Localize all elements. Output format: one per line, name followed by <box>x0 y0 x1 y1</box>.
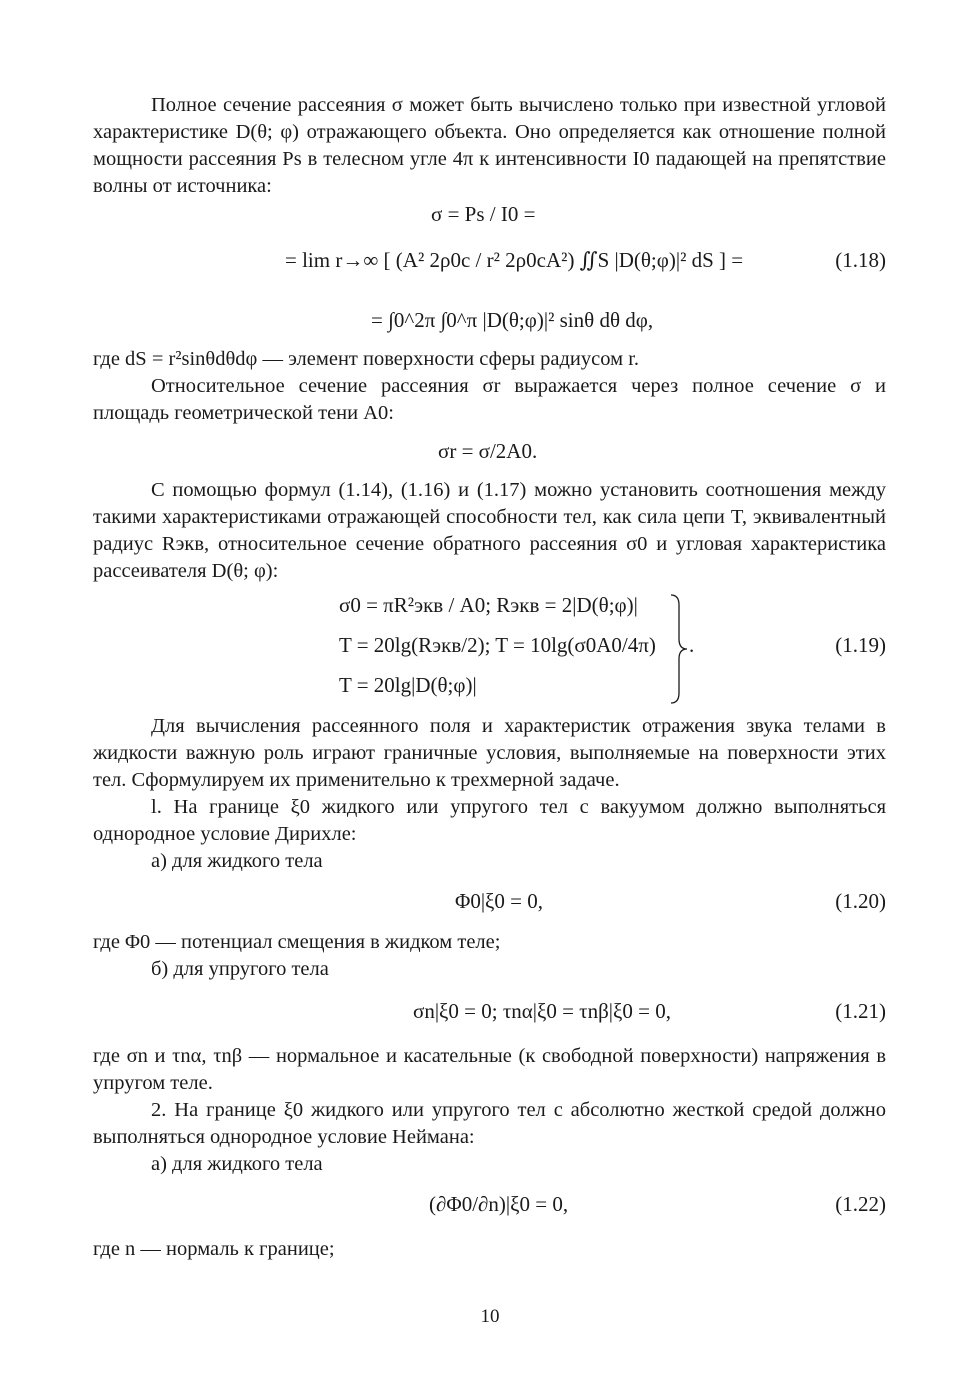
paragraph-elastic-body-b: б) для упругого тела <box>151 958 329 980</box>
eq-1-18-line1: σ = Ps / I0 = <box>431 202 536 226</box>
paragraph-stresses: где σn и τnα, τnβ — нормальное и касательные (к свободной поверхности) напряжения в упругом теле. <box>93 1045 886 1094</box>
page-body <box>93 92 886 1263</box>
eq-1-18-line2: = lim r→∞ [ (A² 2ρ0c / r² 2ρ0cA²) ∬S |D(θ;φ)|² dS ] = <box>285 248 744 272</box>
equation-1-19 <box>93 585 886 713</box>
eq-1-20: Φ0|ξ0 = 0, <box>455 889 544 913</box>
paragraph-relative-section: Относительное сечение рассеяния σr выражается через полное сечение σ и площадь геометрической тени A0: <box>93 375 886 424</box>
paragraph-liquid-body-a: а) для жидкого тела <box>151 850 323 872</box>
eq-number-1-19: (1.19) <box>835 633 886 657</box>
eq-1-19-line1: σ0 = πR²экв / A0; Rэкв = 2|D(θ;φ)| <box>339 593 638 617</box>
eq-1-19-line2: T = 20lg(Rэкв/2); T = 10lg(σ0A0/4π) <box>339 633 656 657</box>
eq-number-1-21: (1.21) <box>835 999 886 1023</box>
right-brace-icon <box>667 593 691 705</box>
paragraph-dirichlet: l. На границе ξ0 жидкого или упругого тел с вакуумом должно выполняться однородное условие Дирихле: <box>93 796 886 845</box>
eq-1-19-line3: T = 20lg|D(θ;φ)| <box>339 673 477 697</box>
page-number: 10 <box>480 1306 500 1327</box>
equation-1-20 <box>93 875 886 929</box>
eq-1-22: (∂Φ0/∂n)|ξ0 = 0, <box>429 1192 569 1216</box>
paragraph-phi0-definition: где Φ0 — потенциал смещения в жидком теле; <box>93 931 501 953</box>
eq-number-1-20: (1.20) <box>835 889 886 913</box>
paragraph-liquid-body-a2: а) для жидкого тела <box>151 1153 323 1175</box>
equation-sigma-r <box>93 427 886 477</box>
eq-sigma-r: σr = σ/2A0. <box>438 439 538 463</box>
equation-1-21 <box>93 983 886 1043</box>
eq-number-1-22: (1.22) <box>835 1192 886 1216</box>
paragraph-boundary-conditions: Для вычисления рассеянного поля и характеристик отражения звука телами в жидкости важную роль играют граничные условия, выполняемые на поверхности этих тел. Сформулируем их применительно к трехмерной задаче. <box>93 715 886 791</box>
paragraph-relations: С помощью формул (1.14), (1.16) и (1.17) можно установить соотношения между такими характеристиками отражающей способности тел, как сила цепи T, эквивалентный радиус Rэкв, относительное сечение обратного рассеяния σ0 и угловая характеристика рассеивателя D(θ; φ): <box>93 479 886 582</box>
paragraph-neumann: 2. На границе ξ0 жидкого или упругого тел с абсолютно жесткой средой должно выполняться однородное условие Неймана: <box>93 1099 886 1148</box>
eq-1-21: σn|ξ0 = 0; τnα|ξ0 = τnβ|ξ0 = 0, <box>413 999 671 1023</box>
paragraph-ds-definition: где dS = r²sinθdθdφ — элемент поверхности сферы радиусом r. <box>93 348 640 370</box>
paragraph-scattering-definition: Полное сечение рассеяния σ может быть вычислено только при известной угловой характеристике D(θ; φ) отражающего объекта. Оно определяется как отношение полной мощности рассеяния Ps в телесном угле 4π к интенсивности I0 падающей на препятствие волны от источника: <box>93 94 886 197</box>
equation-1-22 <box>93 1178 886 1236</box>
eq-1-19-period: . <box>689 633 695 657</box>
eq-number-1-18: (1.18) <box>835 248 886 272</box>
eq-1-18-line3: = ∫0^2π ∫0^π |D(θ;φ)|² sinθ dθ dφ, <box>371 308 654 332</box>
equation-1-18 <box>93 200 886 346</box>
paragraph-normal-definition: где n — нормаль к границе; <box>93 1238 335 1260</box>
